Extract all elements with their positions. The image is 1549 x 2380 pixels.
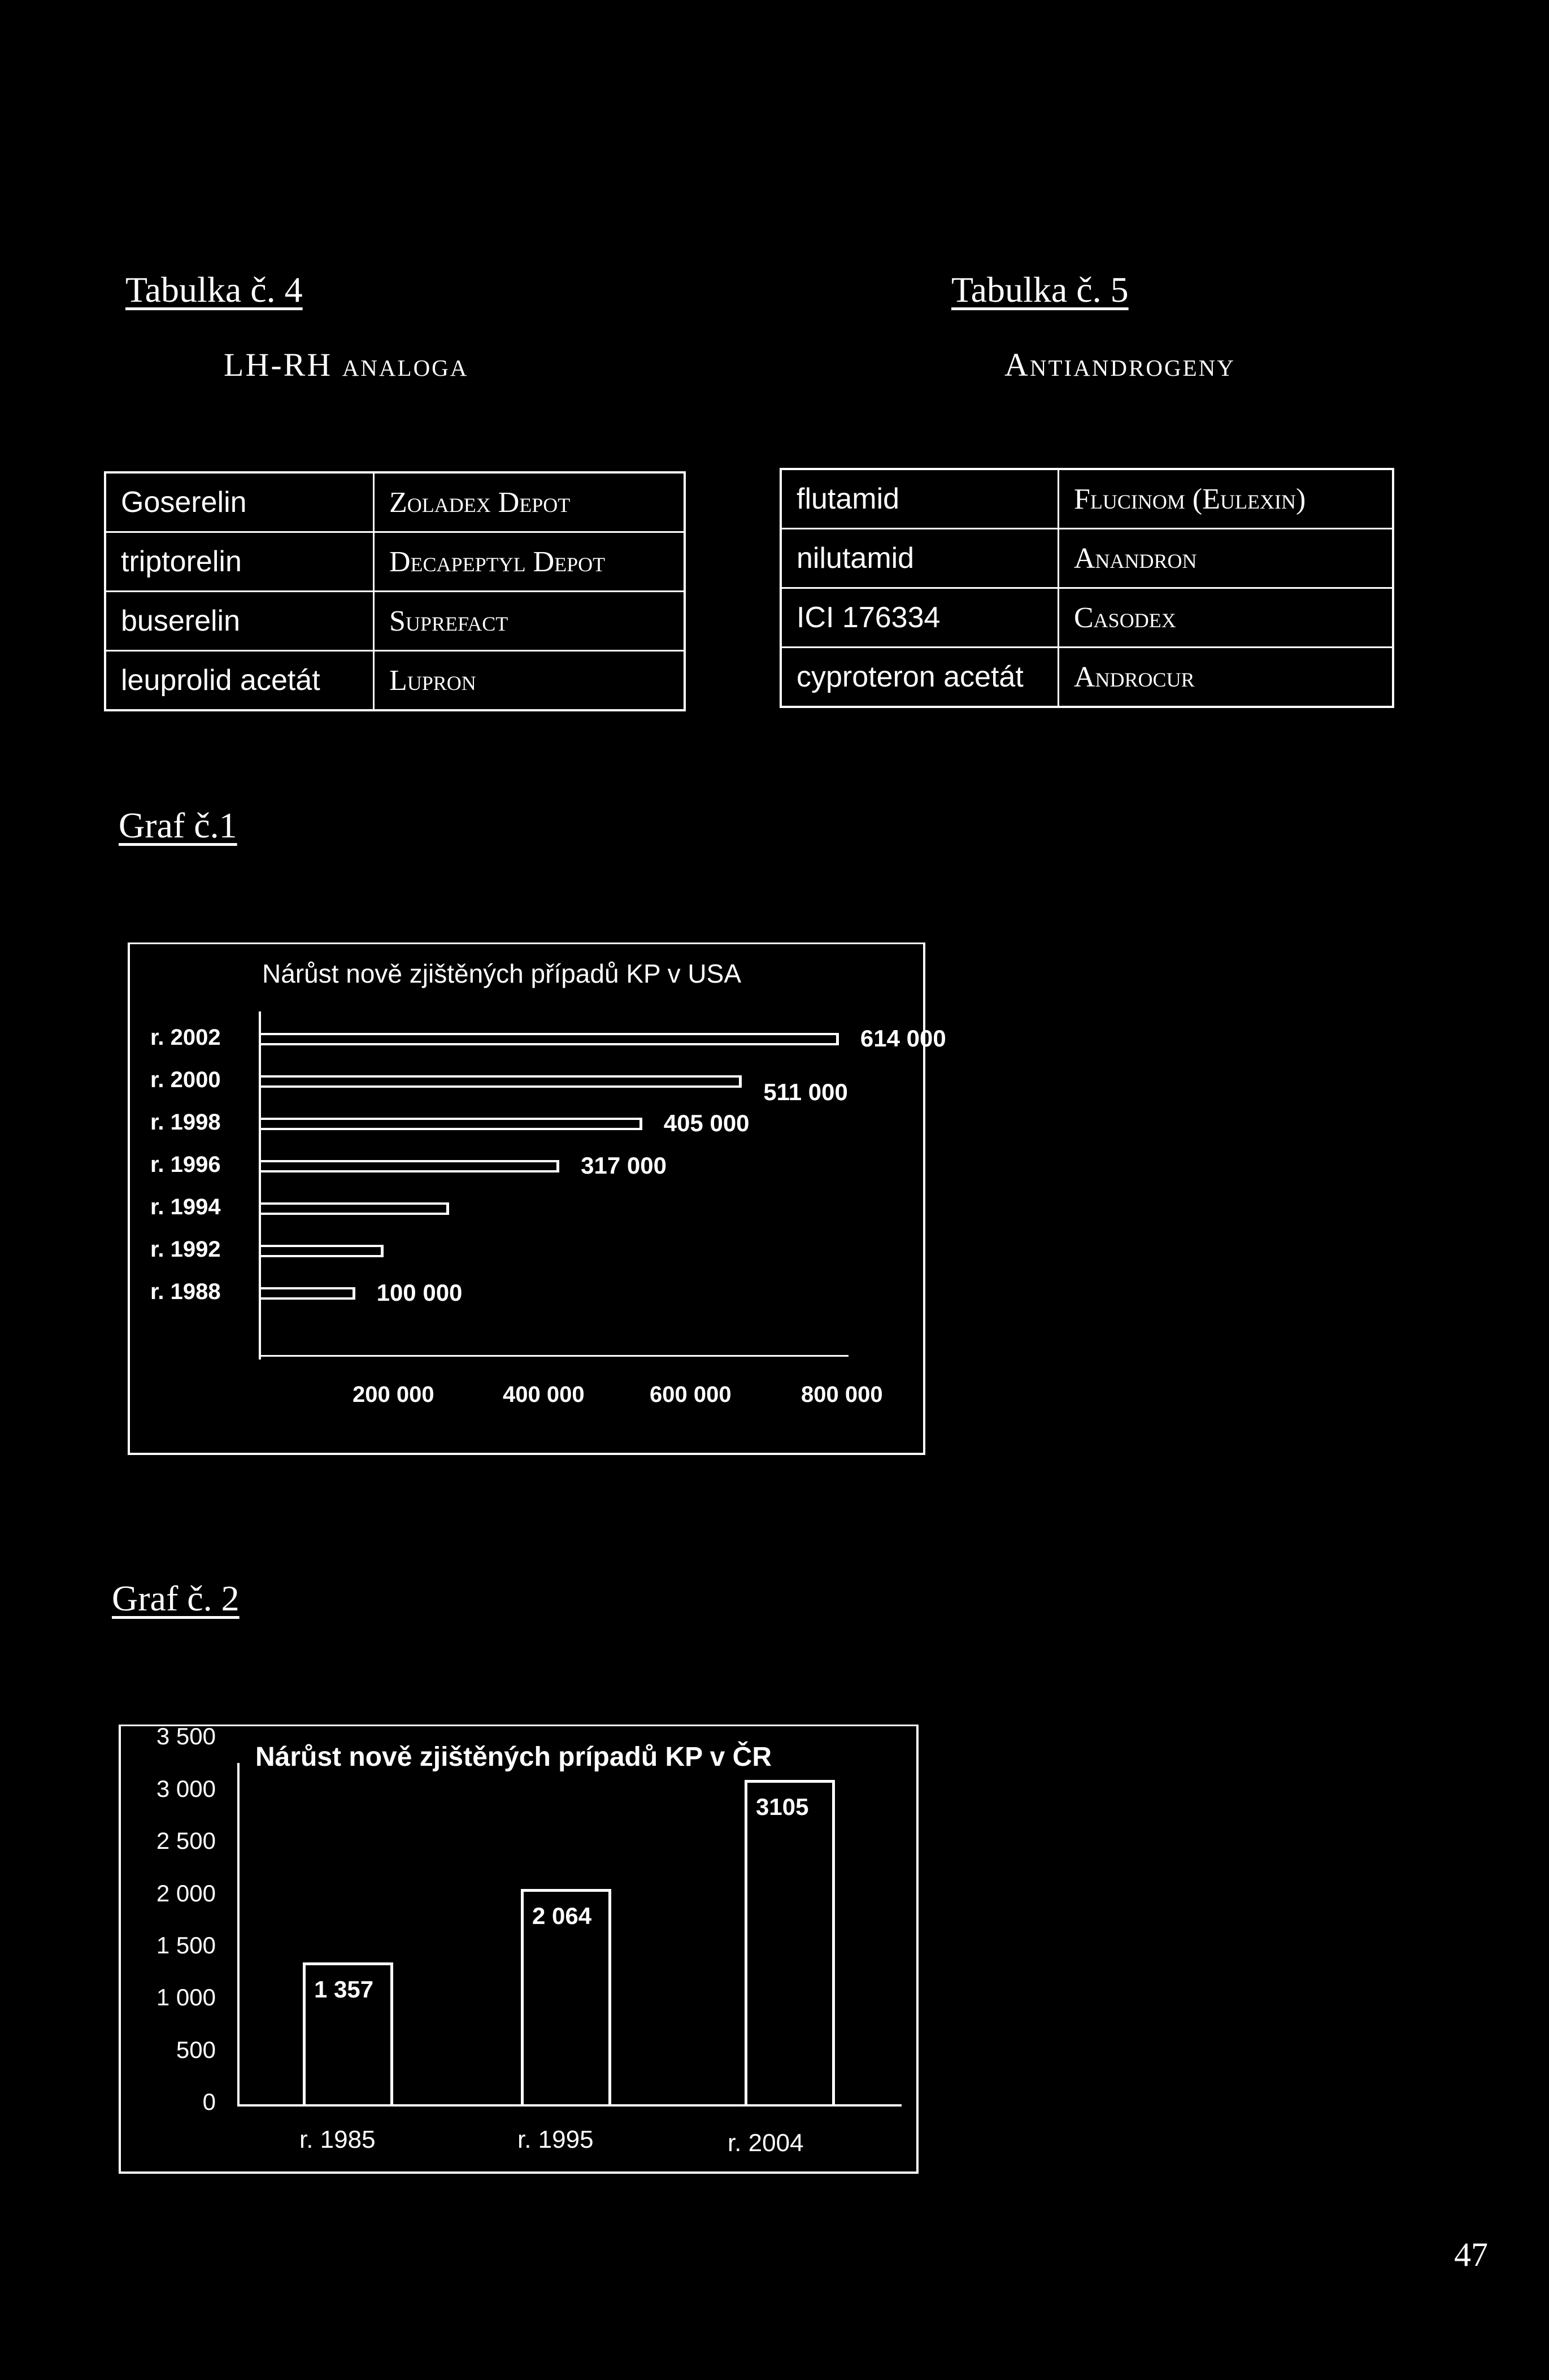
bar-value-label: 317 000 (581, 1152, 667, 1179)
x-tick-label: 800 000 (801, 1382, 883, 1407)
bar (261, 1118, 642, 1130)
y-tick-label: 1 000 (156, 1984, 216, 2011)
bar-value-label: 405 000 (663, 1110, 750, 1136)
bar (261, 1160, 559, 1172)
chart-title: Nárůst nově zjištěných případů KP v USA (262, 959, 742, 988)
bar-value-label: 2 064 (532, 1902, 592, 1929)
x-tick-label: 600 000 (650, 1382, 732, 1407)
category-label: r. 1996 (150, 1152, 221, 1177)
x-category-label: r. 1995 (517, 2126, 594, 2153)
bar (745, 1780, 835, 2104)
brand-name-cell: Lupron (374, 651, 685, 711)
category-label: r. 2000 (150, 1067, 221, 1092)
bar (261, 1245, 384, 1257)
x-category-label: r. 1985 (299, 2126, 376, 2153)
bar-value-label: 614 000 (860, 1025, 946, 1052)
graph2-heading: Graf č. 2 (112, 1578, 240, 1618)
bar-value-label: 100 000 (376, 1279, 463, 1306)
table-row (781, 469, 1393, 529)
y-axis-line (259, 1011, 261, 1360)
category-label: r. 1994 (150, 1195, 221, 1219)
category-label: r. 1998 (150, 1110, 221, 1135)
bar (261, 1202, 449, 1215)
category-label: r. 2002 (150, 1025, 221, 1050)
bar-value-label: 511 000 (763, 1079, 848, 1105)
table4-subtitle: LH-RH analoga (224, 346, 469, 383)
y-tick-label: 2 000 (156, 1879, 216, 1906)
graph1-frame (128, 943, 925, 1455)
brand-name-cell: Casodex (1059, 588, 1394, 648)
table-row (781, 529, 1393, 588)
table-row (781, 648, 1393, 707)
category-label: r. 1992 (150, 1237, 221, 1262)
category-label: r. 1988 (150, 1279, 221, 1304)
table5-subtitle: Antiandrogeny (1004, 346, 1235, 383)
x-axis-line (261, 1355, 849, 1357)
bar (261, 1075, 742, 1088)
y-tick-label: 3 500 (156, 1723, 216, 1750)
y-tick-label: 3 000 (156, 1775, 216, 1802)
bar (261, 1033, 839, 1045)
chart-title: Nárůst nově zjištěných prípadů KP v ČR (255, 1742, 772, 1772)
table-row (105, 592, 685, 651)
x-axis-line (237, 2104, 902, 2107)
brand-name-cell: Zoladex Depot (374, 472, 685, 532)
x-tick-label: 400 000 (503, 1382, 585, 1407)
generic-name-cell: ICI 176334 (781, 588, 1059, 648)
brand-name-cell: Suprefact (374, 592, 685, 651)
y-axis-line (237, 1763, 240, 2104)
y-tick-label: 500 (176, 2036, 216, 2063)
bar (261, 1287, 355, 1300)
table-row (105, 651, 685, 711)
brand-name-cell: Anandron (1059, 529, 1394, 588)
table4-lhrh-analogs (104, 471, 686, 711)
y-tick-label: 1 500 (156, 1931, 216, 1958)
table4-heading: Tabulka č. 4 (125, 270, 303, 310)
y-tick-label: 0 (202, 2088, 216, 2115)
x-tick-label: 200 000 (353, 1382, 434, 1407)
table-row (105, 532, 685, 592)
bar-value-label: 1 357 (314, 1976, 374, 2003)
generic-name-cell: cyproteron acetát (781, 648, 1059, 707)
generic-name-cell: triptorelin (105, 532, 374, 592)
y-tick-label: 2 500 (156, 1827, 216, 1855)
graph1-heading: Graf č.1 (119, 805, 237, 845)
table-row (105, 472, 685, 532)
brand-name-cell: Decapeptyl Depot (374, 532, 685, 592)
table5-antiandrogens (780, 468, 1394, 708)
brand-name-cell: Flucinom (Eulexin) (1059, 469, 1394, 529)
table5-heading: Tabulka č. 5 (951, 270, 1129, 310)
bar-value-label: 3105 (756, 1793, 809, 1821)
page-number: 47 (1454, 2236, 1488, 2273)
generic-name-cell: nilutamid (781, 529, 1059, 588)
table-row (781, 588, 1393, 648)
generic-name-cell: leuprolid acetát (105, 651, 374, 711)
generic-name-cell: Goserelin (105, 472, 374, 532)
generic-name-cell: flutamid (781, 469, 1059, 529)
generic-name-cell: buserelin (105, 592, 374, 651)
brand-name-cell: Androcur (1059, 648, 1394, 707)
x-category-label: r. 2004 (728, 2129, 804, 2157)
